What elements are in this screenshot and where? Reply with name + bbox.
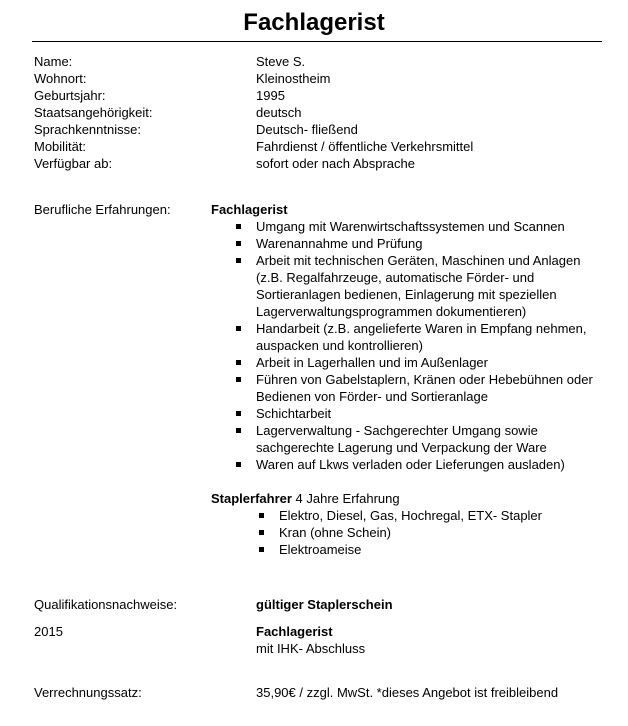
job1-task-list <box>233 218 608 473</box>
job-title-staplerfahrer <box>211 490 400 507</box>
info-value: Kleinostheim <box>256 71 331 86</box>
qualification-label: Qualifikationsnachweise: <box>34 597 178 612</box>
title-divider <box>32 41 602 42</box>
job-title: Fachlagerist <box>211 202 288 217</box>
list-item: Schichtarbeit <box>233 405 608 422</box>
education-title: Fachlagerist <box>256 624 333 639</box>
info-value: Deutsch- fließend <box>256 122 358 137</box>
info-value: Fahrdienst / öffentliche Verkehrsmittel <box>256 139 474 154</box>
list-item: Handarbeit (z.B. angelieferte Waren in Empfang nehmen, auspacken und kontrollieren) <box>233 320 608 354</box>
experience-label: Berufliche Erfahrungen: <box>34 202 171 217</box>
qualification-value: gültiger Staplerschein <box>256 597 393 612</box>
list-item: Waren auf Lkws verladen oder Lieferungen ausladen) <box>233 456 608 473</box>
education-year: 2015 <box>34 624 63 639</box>
info-label: Mobilität: <box>34 139 87 154</box>
rate-label: Verrechnungssatz: <box>34 685 142 700</box>
job-note: 4 Jahre Erfahrung <box>295 491 400 506</box>
list-item: Umgang mit Warenwirtschaftssystemen und Scannen <box>233 218 608 235</box>
page-title: Fachlagerist <box>243 9 385 36</box>
info-label: Sprachkenntnisse: <box>34 122 141 137</box>
list-item: Warenannahme und Prüfung <box>233 235 608 252</box>
job-title-fachlagerist <box>211 201 288 218</box>
info-label: Staatsangehörigkeit: <box>34 105 153 120</box>
list-item: Führen von Gabelstaplern, Kränen oder Hebebühnen oder Bedienen von Förder- und Sortieranlage <box>233 371 608 405</box>
info-label: Geburtsjahr: <box>34 88 106 103</box>
list-item: Elektro, Diesel, Gas, Hochregal, ETX- Stapler <box>256 507 596 524</box>
education-detail: mit IHK- Abschluss <box>256 641 366 656</box>
list-item: Elektroameise <box>256 541 596 558</box>
list-item: Arbeit mit technischen Geräten, Maschinen und Anlagen (z.B. Regalfahrzeuge, automatische Förder- und Sortieranlagen bedienen, Einlagerung mit speziellen Lagerverwaltungsprogrammen dokumentieren) <box>233 252 608 320</box>
info-value: Steve S. <box>256 54 306 69</box>
info-label: Wohnort: <box>34 71 87 86</box>
info-value: 1995 <box>256 88 285 103</box>
info-label: Verfügbar ab: <box>34 156 113 171</box>
info-value: sofort oder nach Absprache <box>256 156 415 171</box>
list-item: Kran (ohne Schein) <box>256 524 596 541</box>
info-value: deutsch <box>256 105 302 120</box>
list-item: Arbeit in Lagerhallen und im Außenlager <box>233 354 608 371</box>
job-title: Staplerfahrer <box>211 491 292 506</box>
job2-skill-list <box>256 507 596 558</box>
info-label: Name: <box>34 54 73 69</box>
rate-value: 35,90€ / zzgl. MwSt. *dieses Angebot ist freibleibend <box>256 685 559 700</box>
list-item: Lagerverwaltung - Sachgerechter Umgang sowie sachgerechte Lagerung und Verpackung der Ware <box>233 422 608 456</box>
